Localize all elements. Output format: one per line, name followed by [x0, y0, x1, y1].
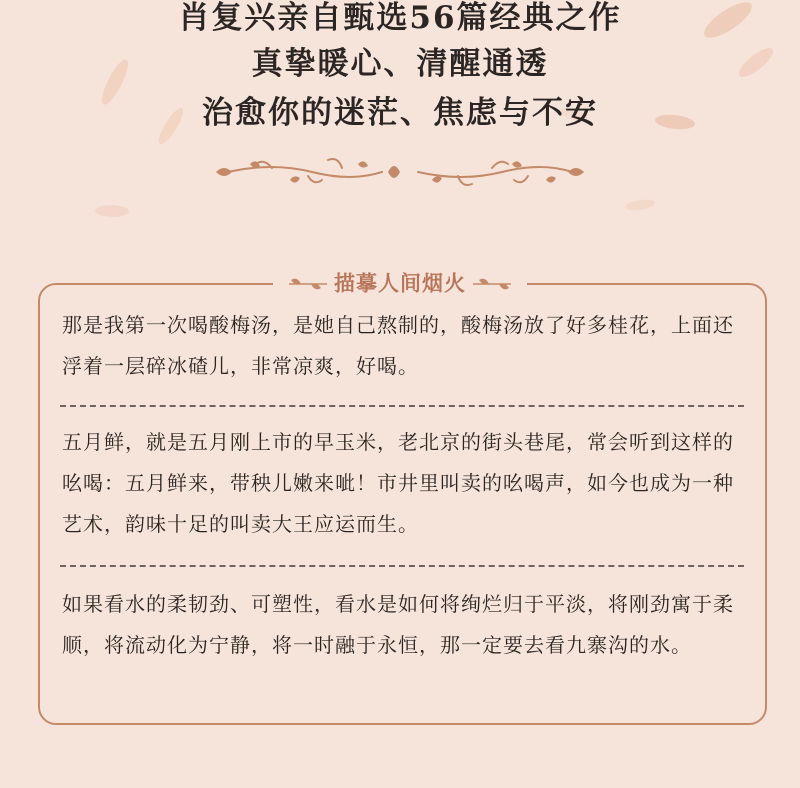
- paragraph-2: 五月鲜，就是五月刚上市的早玉米，老北京的街头巷尾，常会听到这样的吆喝：五月鲜来，带秧儿嫩来呲！市井里叫卖的吆喝声，如今也成为一种艺术，韵味十足的叫卖大王应运而生。: [62, 430, 734, 536]
- petal-decoration: [625, 199, 656, 212]
- petal-decoration: [95, 204, 130, 219]
- card-title-wrap: [0, 265, 800, 301]
- paragraph-1: 那是我第一次喝酸梅汤，是她自己熬制的，酸梅汤放了好多桂花，上面还浮着一层碎冰碴儿，非常凉爽，好喝。: [62, 313, 734, 378]
- flourish-right-icon: [471, 275, 513, 293]
- paragraph-3: 如果看水的柔韧劲、可塑性，看水是如何将绚烂归于平淡，将刚劲寓于柔顺，将流动化为宁静，将一时融于永恒，那一定要去看九寨沟的水。: [62, 592, 734, 657]
- headline-line-1: 肖复兴亲自甄选56篇经典之作: [178, 0, 622, 36]
- headline-line-3: 治愈你的迷茫、焦虑与不安: [202, 95, 598, 131]
- card-title-bar: [273, 265, 527, 301]
- flourish-left-icon: [287, 275, 329, 293]
- dashed-divider: [60, 405, 744, 407]
- headline-line-2: 真挚暖心、清醒通透: [251, 46, 549, 82]
- card-title: 描摹人间烟火: [334, 270, 466, 296]
- dashed-divider: [60, 565, 744, 567]
- ornament-divider: [212, 154, 588, 190]
